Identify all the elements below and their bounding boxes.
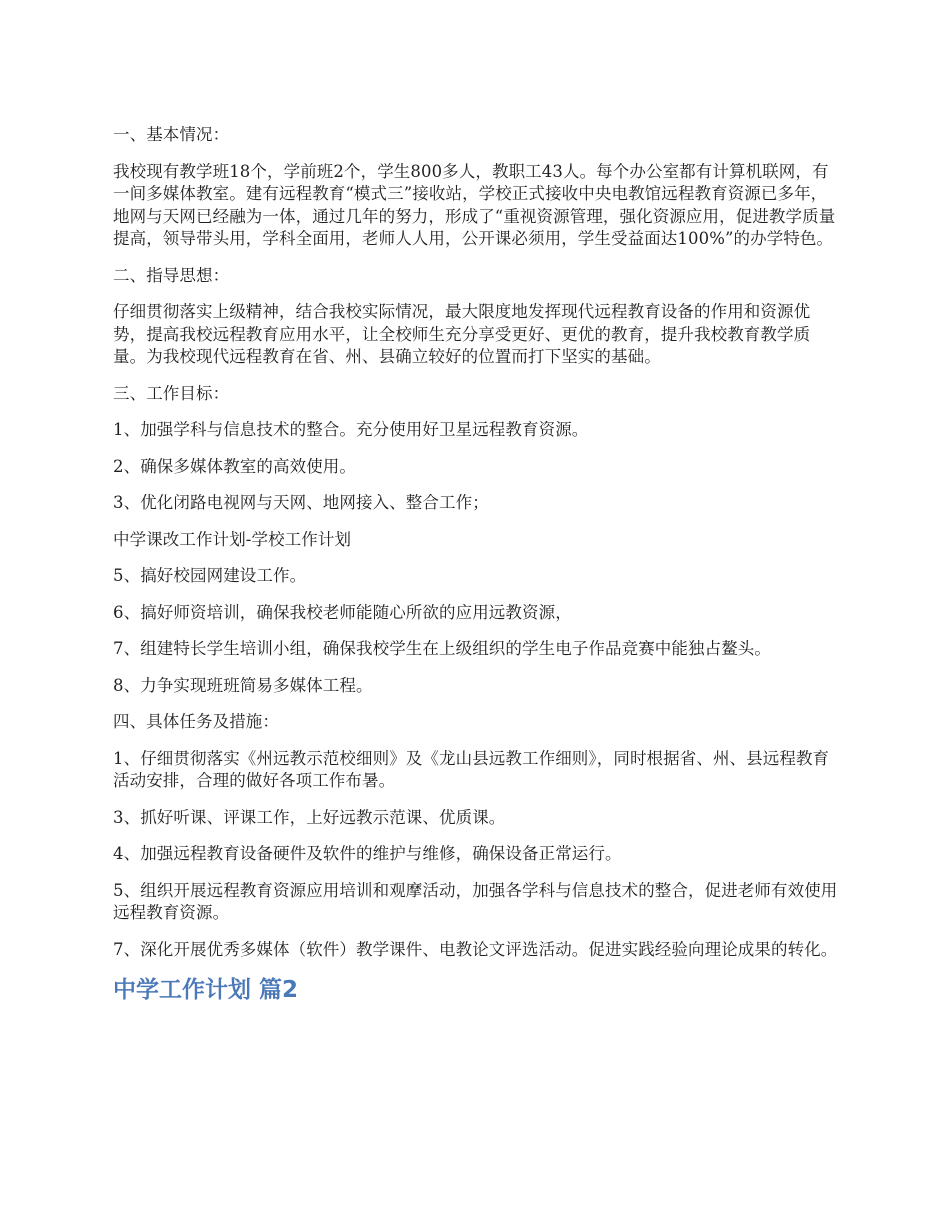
- goal-item: 3、优化闭路电视网与天网、地网接入、整合工作；: [113, 493, 489, 512]
- section-title-guiding-ideology: 二、指导思想：: [113, 265, 230, 285]
- task-item: 4、加强远程教育设备硬件及软件的维护与维修，确保设备正常运行。: [113, 844, 622, 863]
- paragraph-basic-situation: 我校现有教学班18个，学前班2个，学生800多人，教职工43人。每个办公室都有计算机联网，有一间多媒体教室。建有远程教育“模式三”接收站，学校正式接收中央电教馆远程教育资源已多年，地网与天网已经融为一体，通过几年的努力，形成了“重视资源管理，强化资源应用，促进教学质量提高，领导带头用，学科全面用，老师人人用，公开课必须用，学生受益面达100%”的办学特色。: [113, 161, 836, 248]
- paragraph-guiding-ideology: 仔细贯彻落实上级精神，结合我校实际情况，最大限度地发挥现代远程教育设备的作用和资源优势，提高我校远程教育应用水平，让全校师生充分享受更好、更优的教育，提升我校教育教学质量。为我校现代远程教育在省、州、县确立较好的位置而打下坚实的基础。: [113, 302, 811, 366]
- goal-item: 6、搞好师资培训，确保我校老师能随心所欲的应用远教资源，: [113, 602, 572, 622]
- goal-item: 2、确保多媒体教室的高效使用。: [113, 456, 356, 476]
- task-item: 5、组织开展远程教育资源应用培训和观摩活动，加强各学科与信息技术的整合，促进老师有效使用远程教育资源。: [113, 880, 838, 922]
- section-title-tasks-measures: 四、具体任务及措施：: [113, 712, 279, 731]
- task-item: 1、仔细贯彻落实《州远教示范校细则》及《龙山县远教工作细则》，同时根据省、州、县远程教育活动安排，合理的做好各项工作布暑。: [113, 748, 830, 790]
- goal-item: 7、组建特长学生培训小组，确保我校学生在上级组织的学生电子作品竞赛中能独占鳌头。: [113, 639, 771, 658]
- inline-reference-line: 中学课改工作计划-学校工作计划: [113, 529, 352, 549]
- document-body: [113, 124, 843, 1005]
- section-title-basic-situation: 一、基本情况：: [113, 125, 230, 144]
- task-item: 3、抓好听课、评课工作，上好远教示范课、优质课。: [113, 807, 506, 827]
- goal-item: 8、力争实现班班简易多媒体工程。: [113, 675, 373, 695]
- goal-item: 5、搞好校园网建设工作。: [113, 566, 307, 585]
- section-title-work-goals: 三、工作目标：: [113, 383, 230, 403]
- goal-item: 1、加强学科与信息技术的整合。充分使用好卫星远程教育资源。: [113, 420, 589, 439]
- task-item: 7、深化开展优秀多媒体（软件）教学课件、电教论文评选活动。促进实践经验向理论成果的转化。: [113, 939, 838, 959]
- section-heading: 中学工作计划 篇2: [113, 977, 299, 1003]
